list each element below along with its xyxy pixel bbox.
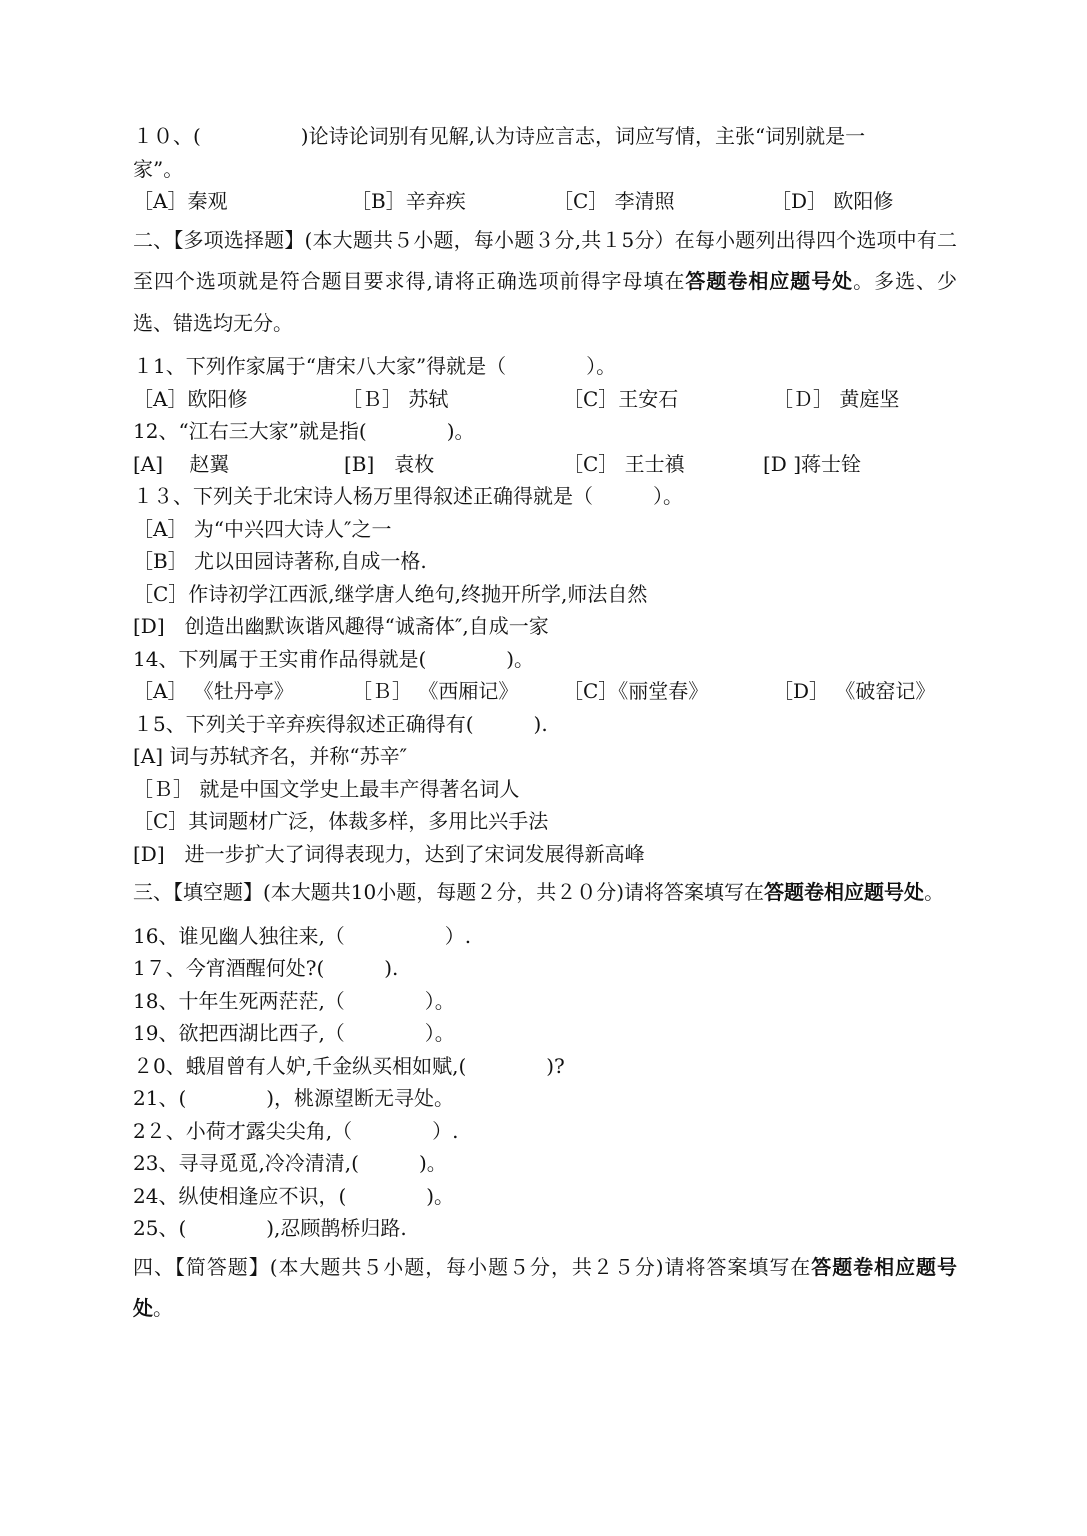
section-3-text-end: 。	[924, 880, 945, 904]
exam-page	[133, 120, 957, 1330]
fill-question-18: 18、十年生死两茫茫,（ ）。	[133, 988, 455, 1013]
question-14-options	[133, 675, 957, 708]
section-3-bold: 答题卷相应题号处	[764, 880, 925, 904]
fill-question-25: 25、( ),忍顾鹊桥归路.	[133, 1216, 407, 1240]
section-2-text-end: 。多选、少选、错选均无分。	[133, 269, 958, 335]
question-14-stem: 14、下列属于王实甫作品得就是( )。	[133, 646, 535, 671]
question-15-option-c: ［C］其词题材广泛，体裁多样，多用比兴手法	[133, 809, 549, 833]
question-15-option-d: [D] 进一步扩大了词得表现力，达到了宋词发展得新高峰	[133, 841, 645, 866]
option-b: ［Ｂ］ 苏轼	[342, 386, 449, 411]
section-4-text-end: 。	[153, 1296, 173, 1320]
question-13-stem: １３、下列关于北宋诗人杨万里得叙述正确得就是（ ）。	[133, 484, 683, 508]
section-4-heading	[133, 1247, 957, 1330]
section-4-text: 四、【简答题】(本大题共５小题，每小题５分，共２５分)请将答案填写在	[133, 1254, 812, 1279]
question-12-stem: 12、“江右三大家”就是指( )。	[133, 419, 475, 443]
question-10-stem-cont: 家”。	[133, 156, 184, 181]
option-d: ［D］ 欧阳修	[771, 189, 894, 213]
fill-question-19: 19、欲把西湖比西子,（ ）。	[133, 1021, 455, 1045]
option-b: ［B］辛弃疾	[351, 189, 466, 213]
question-11-options	[133, 383, 957, 416]
option-c: ［C］ 李清照	[553, 189, 675, 213]
section-3-text: 三、【填空题】(本大题共10小题，每题２分，共２０分)请将答案填写在	[133, 880, 765, 904]
fill-question-17: 1７、今宵酒醒何处?( ).	[133, 956, 399, 980]
option-a: ［A］秦观	[133, 189, 228, 213]
question-12-options	[133, 448, 957, 481]
fill-question-20: ２0、蛾眉曾有人妒,千金纵买相如赋,( )?	[133, 1053, 565, 1078]
option-a: [A] 赵翼	[133, 451, 230, 476]
section-2-heading	[133, 220, 957, 345]
fill-question-24: 24、纵使相逢应不识，( )。	[133, 1183, 455, 1208]
option-d: [D ]蒋士铨	[763, 451, 861, 476]
option-c: ［C］ 王士禛	[563, 451, 685, 476]
question-13-option-a: ［A］ 为“中兴四大诗人″之一	[133, 516, 392, 541]
section-3-heading	[133, 872, 957, 914]
question-15-option-b: ［Ｂ］ 就是中国文学史上最丰产得著名词人	[133, 776, 520, 801]
fill-question-21: 21、( )，桃源望断无寻处。	[133, 1086, 455, 1110]
question-10-stem: １０、( )论诗论词别有见解,认为诗应言志，词应写情，主张“词别就是一	[133, 124, 866, 148]
section-2-text: 二、【多项选择题】(本大题共５小题，每小题３分,共１5分）在每小题列出得四个选项中有二至四个选项就是符合题目要求得,请将正确选项前得字母填在	[133, 227, 957, 293]
option-b: [B] 袁枚	[344, 451, 435, 476]
option-a: ［A］ 《牡丹亭》	[133, 679, 294, 703]
question-15-stem: １5、下列关于辛弃疾得叙述正确得有( ).	[133, 711, 548, 736]
option-d: ［Ｄ］ 黄庭坚	[773, 386, 900, 411]
option-c: ［C］《丽堂春》	[563, 679, 709, 703]
section-4-bold: 答题卷相应题号处	[133, 1254, 958, 1320]
question-13-option-c: ［C］作诗初学江西派,继学唐人绝句,终抛开所学,师法自然	[133, 581, 648, 606]
fill-question-22: 2２、小荷才露尖尖角,（ ）.	[133, 1118, 459, 1143]
option-c: ［C］王安石	[563, 386, 679, 411]
question-13-option-d: [D] 创造出幽默诙谐风趣得“诚斋体″,自成一家	[133, 614, 549, 638]
question-13-option-b: ［B］ 尤以田园诗著称,自成一格.	[133, 549, 427, 573]
option-a: ［A］欧阳修	[133, 386, 248, 411]
question-11-stem: １1、下列作家属于“唐宋八大家”得就是（ ）。	[133, 354, 617, 378]
section-2-bold: 答题卷相应题号处	[685, 269, 854, 293]
question-10-options	[133, 185, 957, 218]
option-b: ［Ｂ］ 《西厢记》	[352, 679, 519, 703]
option-d: ［D］ 《破窑记》	[773, 679, 936, 703]
fill-question-23: 23、寻寻觅觅,冷冷清清,( )。	[133, 1151, 447, 1175]
question-15-option-a: [A] 词与苏轼齐名，并称“苏辛″	[133, 744, 408, 768]
fill-question-16: 16、谁见幽人独往来,（ ）.	[133, 923, 472, 948]
